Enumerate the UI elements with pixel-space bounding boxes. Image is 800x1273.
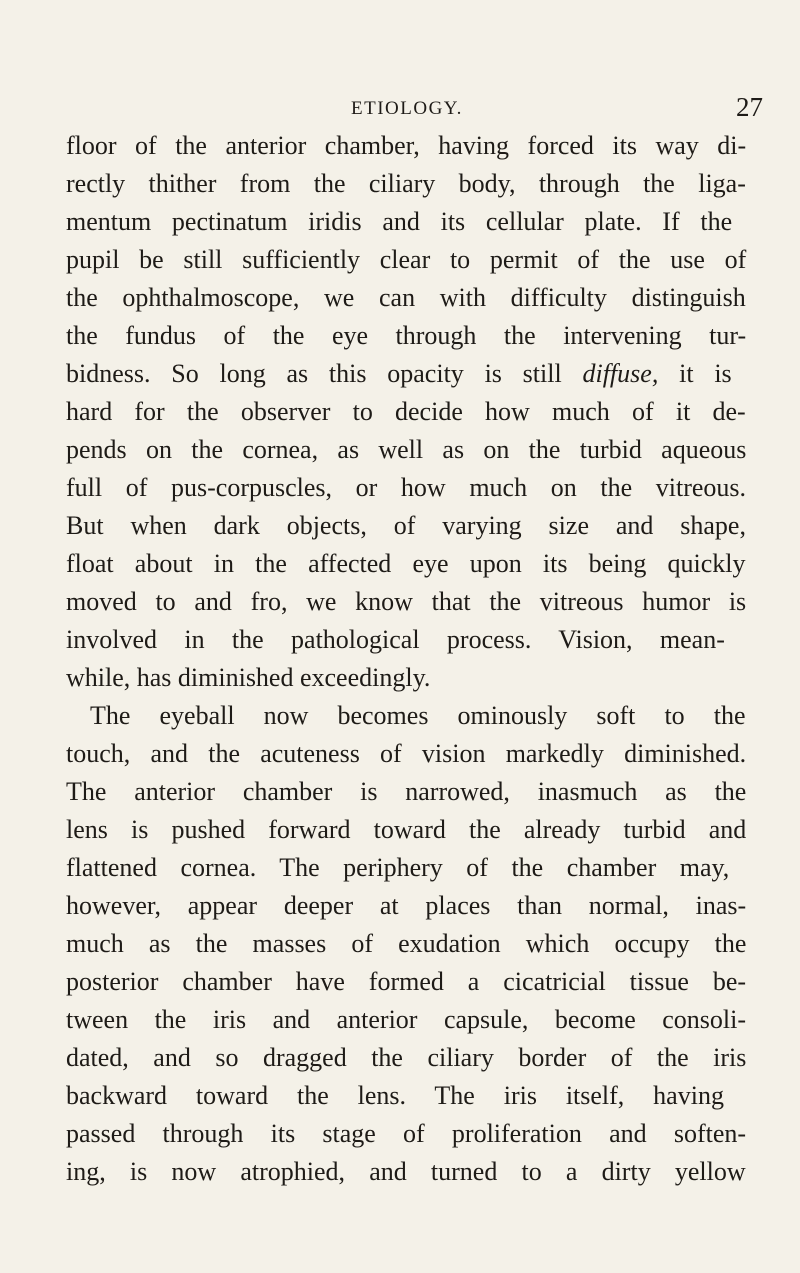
text-line: backward toward the lens. The iris itself, having: [66, 1081, 724, 1110]
text-line: ing, is now atrophied, and turned to a dirty yellow: [66, 1157, 746, 1186]
text-line: the ophthalmoscope, we can with difficulty distinguish: [66, 283, 746, 312]
text-line: [66, 354, 732, 394]
text-line: however, appear deeper at places than normal, inas-: [66, 891, 747, 920]
text-line: the fundus of the eye through the intervening tur-: [66, 321, 747, 350]
text-line: much as the masses of exudation which occupy the: [66, 929, 747, 958]
text-segment: bidness. So long as this opacity is still: [66, 359, 583, 388]
text-line: pupil be still sufficiently clear to permit of the use of: [66, 245, 747, 274]
text-line: touch, and the acuteness of vision markedly diminished.: [66, 739, 747, 768]
text-line: hard for the observer to decide how much of it de-: [66, 397, 746, 426]
page-number: 27: [736, 92, 763, 122]
text-line: tween the iris and anterior capsule, become consoli-: [66, 1005, 747, 1034]
text-line: float about in the affected eye upon its being quickly: [66, 549, 746, 578]
text-segment: it is: [658, 359, 732, 388]
text-line: while, has diminished exceedingly.: [66, 663, 431, 692]
text-line: But when dark objects, of varying size and shape,: [66, 511, 746, 540]
text-line: pends on the cornea, as well as on the turbid aqueous: [66, 435, 747, 464]
text-line: lens is pushed forward toward the already turbid and: [66, 815, 747, 844]
text-line: full of pus-corpuscles, or how much on the vitreous.: [66, 473, 747, 502]
text-line: dated, and so dragged the ciliary border of the iris: [66, 1043, 747, 1072]
text-line: The anterior chamber is narrowed, inasmuch as the: [66, 777, 747, 806]
text-line: rectly thither from the ciliary body, through the liga-: [66, 169, 746, 198]
text-line: involved in the pathological process. Vision, mean-: [66, 625, 725, 654]
italic-word: diffuse,: [582, 359, 659, 388]
text-line: moved to and fro, we know that the vitreous humor is: [66, 587, 747, 616]
running-head: ETIOLOGY.: [351, 98, 463, 119]
text-line: flattened cornea. The periphery of the chamber may,: [66, 853, 730, 882]
text-line: mentum pectinatum iridis and its cellular plate. If the: [66, 207, 733, 236]
text-line: posterior chamber have formed a cicatricial tissue be-: [66, 967, 747, 996]
text-line: floor of the anterior chamber, having forced its way di-: [66, 131, 747, 160]
paragraph-first-line: The eyeball now becomes ominously soft to the: [90, 701, 746, 730]
text-line: passed through its stage of proliferation and soften-: [66, 1119, 747, 1148]
